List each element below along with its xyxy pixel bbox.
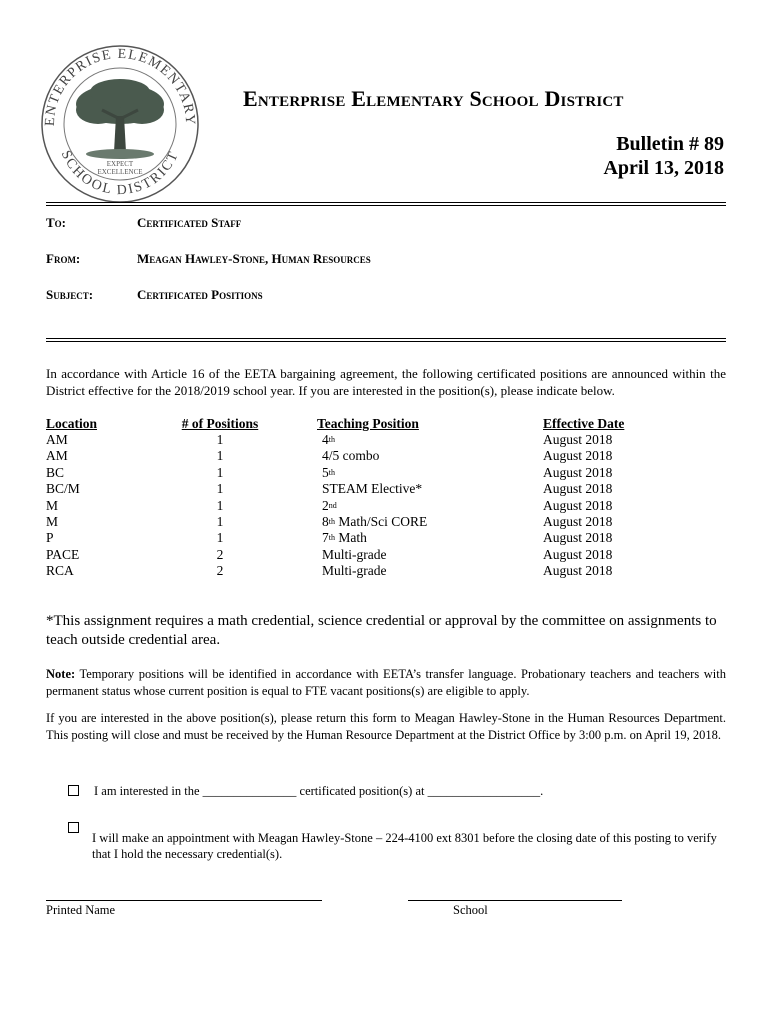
positions-cell: 1 bbox=[216, 530, 224, 546]
positions-cell: 1 bbox=[216, 497, 224, 513]
effective-cell: August 2018 bbox=[543, 563, 613, 579]
positions-cell: 2 bbox=[216, 546, 224, 562]
memo-divider-bottom bbox=[46, 341, 726, 342]
teaching-cells bbox=[317, 432, 517, 580]
teaching-cell-ordinal: th bbox=[328, 435, 335, 444]
header-divider-top bbox=[46, 202, 726, 203]
effective-cell: August 2018 bbox=[543, 530, 613, 546]
effective-cell: August 2018 bbox=[543, 513, 613, 529]
teaching-cell-text: 4/5 combo bbox=[322, 448, 380, 464]
teaching-cell-ordinal: th bbox=[328, 467, 335, 477]
logo-motto-line1: EXPECT bbox=[106, 160, 134, 168]
location-header: Location bbox=[46, 416, 98, 431]
intro-paragraph: In accordance with Article 16 of the EETA bargaining agreement, the following certificated positions are announced within the District effective for the 2018/2019 school year. If you are interested in the position(s), please indicate below. bbox=[46, 366, 726, 398]
printed-name-label: Printed Name bbox=[46, 903, 116, 917]
teaching-cell-ordinal: nd bbox=[328, 500, 337, 510]
effective-cell: August 2018 bbox=[543, 546, 613, 562]
district-title: Enterprise Elementary School District bbox=[243, 86, 624, 111]
footnote: *This assignment requires a math credential, science credential or approval by the committee on assignments to teach outside credential area. bbox=[46, 613, 717, 648]
positions-cell: 1 bbox=[216, 448, 224, 464]
instructions-paragraph: If you are interested in the above position(s), please return this form to Meagan Hawley-Stone in the Human Resources Department. This posting will close and must be received by the Human Resource Department at the District Office by 3:00 p.m. on April 19, 2018. bbox=[46, 711, 726, 742]
effective-cell: August 2018 bbox=[543, 432, 613, 447]
bulletin-number: Bulletin # 89 bbox=[616, 133, 724, 155]
subject-value: Certificated Positions bbox=[137, 287, 263, 302]
logo-bottom-text: SCHOOL DISTRICT bbox=[57, 148, 183, 199]
interest-text-end: . bbox=[540, 784, 544, 798]
teaching-header: Teaching Position bbox=[317, 416, 419, 431]
positions-header: # of Positions bbox=[181, 416, 259, 431]
teaching-cell bbox=[322, 481, 517, 497]
teaching-column bbox=[317, 416, 517, 580]
teaching-cell-suffix: Math bbox=[334, 530, 367, 546]
teaching-cell-text: 7 bbox=[322, 530, 329, 546]
teaching-cell-text: Multi-grade bbox=[322, 563, 387, 579]
teaching-cell bbox=[322, 498, 517, 514]
teaching-cell-ordinal: th bbox=[328, 533, 335, 543]
location-cell: M bbox=[46, 497, 59, 513]
position-blank[interactable]: _______________ bbox=[202, 784, 297, 798]
logo-motto-line2: EXCELLENCE bbox=[97, 168, 143, 176]
printed-name-line[interactable] bbox=[46, 900, 322, 901]
positions-cells bbox=[174, 432, 266, 580]
note-paragraph bbox=[46, 666, 726, 700]
teaching-cell-text: 8 bbox=[322, 513, 329, 529]
teaching-cell bbox=[322, 530, 517, 546]
to-value: Certificated Staff bbox=[137, 215, 242, 230]
location-column bbox=[46, 416, 166, 580]
positions-column bbox=[174, 416, 266, 580]
bulletin-date: April 13, 2018 bbox=[603, 157, 724, 179]
interest-option[interactable] bbox=[68, 784, 543, 799]
teaching-cell bbox=[322, 448, 517, 464]
note-text: Temporary positions will be identified in accordance with EETA’s transfer language. Probationary teachers and teachers with permanent status whose current position is equal to FTE vacant positions(s) are eligible to apply. bbox=[46, 667, 726, 698]
header-divider-bottom bbox=[46, 205, 726, 206]
teaching-cell-text: 5 bbox=[322, 464, 329, 480]
appointment-checkbox[interactable] bbox=[68, 822, 79, 833]
teaching-cell bbox=[322, 563, 517, 579]
teaching-cell bbox=[322, 465, 517, 481]
teaching-cell-text: 2 bbox=[322, 497, 329, 513]
location-cells bbox=[46, 432, 166, 580]
district-logo bbox=[40, 44, 200, 204]
teaching-cell-text: Multi-grade bbox=[322, 546, 387, 562]
note-label: Note: bbox=[46, 667, 76, 681]
logo-top-text: ENTERPRISE ELEMENTARY bbox=[42, 46, 198, 127]
school-blank[interactable]: __________________ bbox=[427, 784, 541, 798]
appointment-option[interactable] bbox=[68, 814, 728, 862]
effective-header: Effective Date bbox=[543, 416, 625, 431]
effective-cell: August 2018 bbox=[543, 464, 613, 480]
positions-cell: 2 bbox=[216, 563, 224, 579]
location-cell: M bbox=[46, 513, 59, 529]
location-cell: AM bbox=[46, 432, 68, 447]
positions-cell: 1 bbox=[216, 432, 224, 447]
location-cell: PACE bbox=[46, 546, 80, 562]
from-value: Meagan Hawley-Stone, Human Resources bbox=[137, 251, 371, 266]
teaching-cell-ordinal: th bbox=[328, 516, 335, 526]
subject-label: Subject: bbox=[46, 287, 94, 302]
location-cell: RCA bbox=[46, 563, 74, 579]
to-label: To: bbox=[46, 215, 67, 230]
effective-column bbox=[543, 416, 693, 580]
memo-divider-top bbox=[46, 338, 726, 339]
effective-cells bbox=[543, 432, 693, 580]
location-cell: BC bbox=[46, 464, 65, 480]
location-cell: BC/M bbox=[46, 481, 80, 497]
interest-text-2: certificated position(s) at bbox=[299, 784, 425, 798]
teaching-cell bbox=[322, 514, 517, 530]
teaching-cell bbox=[322, 432, 517, 448]
effective-cell: August 2018 bbox=[543, 448, 613, 464]
location-cell: AM bbox=[46, 448, 68, 464]
effective-cell: August 2018 bbox=[543, 481, 613, 497]
teaching-cell-suffix: Math/Sci CORE bbox=[334, 513, 428, 529]
school-label: School bbox=[453, 903, 488, 917]
interest-checkbox[interactable] bbox=[68, 785, 79, 796]
positions-cell: 1 bbox=[216, 481, 224, 497]
from-label: From: bbox=[46, 251, 81, 266]
effective-cell: August 2018 bbox=[543, 497, 613, 513]
district-seal-icon bbox=[40, 44, 200, 204]
interest-text-1: I am interested in the bbox=[94, 784, 200, 798]
teaching-cell-text: 4 bbox=[322, 432, 329, 447]
positions-cell: 1 bbox=[216, 464, 224, 480]
teaching-cell-text: STEAM Elective* bbox=[322, 481, 423, 497]
appointment-text: I will make an appointment with Meagan Hawley-Stone – 224-4100 ext 8301 before the closing date of this posting to verify that I hold the necessary credential(s). bbox=[92, 831, 717, 861]
teaching-cell bbox=[322, 547, 517, 563]
school-line[interactable] bbox=[408, 900, 622, 901]
location-cell: P bbox=[46, 530, 54, 546]
positions-cell: 1 bbox=[216, 513, 224, 529]
